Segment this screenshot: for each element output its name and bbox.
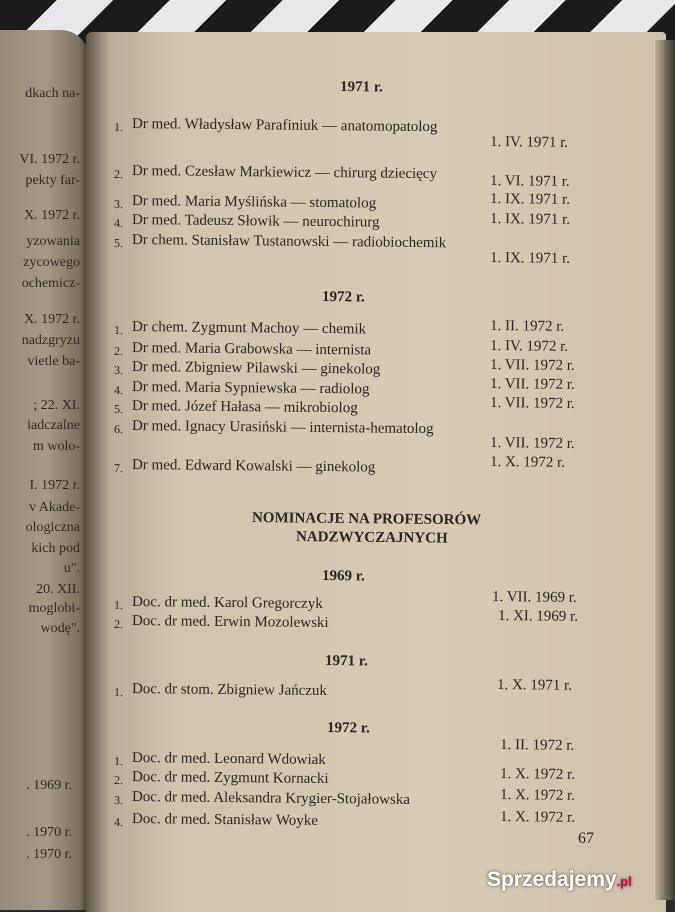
- left-page-line: v Akade-: [29, 500, 80, 515]
- item-date: 1. II. 1972 r.: [489, 318, 565, 335]
- item-date: 1. IX. 1971 r.: [489, 191, 571, 208]
- section-heading: 1972 r.: [321, 289, 365, 306]
- item-number: 3.: [113, 363, 124, 378]
- section-heading: 1971 r.: [324, 653, 368, 670]
- item-number: 4.: [113, 216, 124, 231]
- item-date: 1. X. 1972 r.: [499, 787, 576, 804]
- item-number: 1.: [113, 120, 124, 135]
- left-page-line: . 1969 r.: [26, 778, 72, 793]
- item-name: Dr med. Tadeusz Słowik — neurochirurg: [131, 212, 380, 231]
- item-name: Dr med. Maria Sypniewska — radiolog: [131, 379, 370, 398]
- item-date: 1. IV. 1971 r.: [489, 134, 569, 151]
- page-number: 67: [578, 830, 594, 847]
- item-date: 1. X. 1972 r.: [499, 766, 576, 783]
- item-number: 4.: [113, 383, 124, 398]
- left-page-line: X. 1972 r.: [24, 208, 80, 223]
- left-page-line: ochemicz-: [21, 276, 80, 291]
- left-page-line: u".: [63, 561, 80, 576]
- item-date: 1. II. 1972 r.: [499, 737, 575, 754]
- watermark-text: Sprzedajemy: [487, 868, 617, 891]
- item-date: 1. X. 1972 r.: [499, 809, 576, 826]
- left-page-line: nadzgryzu: [21, 333, 80, 348]
- item-number: 2.: [113, 344, 124, 359]
- left-page-line: . 1970 r.: [26, 847, 72, 862]
- item-name: Dr med. Maria Grabowska — internista: [131, 340, 372, 359]
- nominations-subtitle: NADZWYCZAJNYCH: [295, 529, 448, 547]
- left-page-line: wodę".: [40, 621, 80, 636]
- item-name: Dr med. Zbigniew Pilawski — ginekolog: [131, 359, 381, 378]
- left-page-text: [0, 0, 90, 900]
- item-number: 1.: [113, 598, 124, 613]
- left-page-line: pekty far-: [25, 173, 80, 188]
- item-name: Dr med. Czesław Markiewicz — chirurg dziecięcy: [131, 163, 438, 183]
- page-edge: [655, 40, 675, 900]
- left-page-line: I. 1972 r.: [29, 478, 80, 493]
- item-number: 2.: [113, 167, 124, 182]
- item-date: 1. VII. 1972 r.: [489, 357, 575, 374]
- nominations-title: NOMINACJE NA PROFESORÓW: [251, 510, 482, 529]
- left-page-line: m wolo-: [32, 439, 80, 454]
- left-page-line: kich pod: [31, 541, 80, 556]
- item-date: 1. VII. 1972 r.: [489, 376, 575, 393]
- item-number: 1.: [113, 754, 124, 769]
- item-name: Dr med. Maria Myślińska — stomatolog: [131, 193, 377, 212]
- item-name: Dr med. Ignacy Urasiński — internista-hematolog: [131, 418, 434, 438]
- item-name: Dr chem. Stanisław Tustanowski — radiobiochemik: [131, 232, 447, 252]
- item-number: 2.: [113, 773, 124, 788]
- item-date: 1. IX. 1971 r.: [489, 250, 571, 267]
- left-page-line: VI. 1972 r.: [19, 152, 80, 167]
- left-page-line: X. 1972 r.: [24, 312, 80, 327]
- item-number: 2.: [113, 617, 124, 632]
- item-name: Doc. dr stom. Zbigniew Jańczuk: [131, 681, 328, 700]
- watermark-suffix: .pl: [616, 874, 632, 889]
- item-number: 1.: [113, 685, 124, 700]
- left-page-line: ; 22. XI.: [33, 398, 80, 413]
- left-page-line: moglobi-: [28, 601, 80, 616]
- item-name: Doc. dr med. Karol Gregorczyk: [131, 594, 323, 612]
- left-page-line: vietle ba-: [27, 354, 80, 369]
- item-number: 6.: [113, 422, 124, 437]
- section-heading: 1972 r.: [326, 720, 370, 737]
- item-name: Dr med. Edward Kowalski — ginekolog: [131, 457, 376, 476]
- item-number: 3.: [113, 197, 124, 212]
- item-name: Doc. dr med. Erwin Mozolewski: [131, 613, 329, 632]
- item-date: 1. VII. 1972 r.: [489, 435, 575, 452]
- item-name: Doc. dr med. Leonard Wdowiak: [131, 750, 326, 769]
- item-number: 5.: [113, 402, 124, 417]
- item-name: Doc. dr med. Aleksandra Krygier-Stojałowska: [131, 789, 411, 808]
- watermark-logo: [487, 868, 632, 894]
- item-date: 1. X. 1971 r.: [496, 677, 573, 694]
- left-page-line: iadczalne: [27, 418, 80, 433]
- item-date: 1. X. 1972 r.: [489, 454, 566, 471]
- item-name: Dr med. Józef Hałasa — mikrobiolog: [131, 398, 358, 417]
- left-page-line: yzowania: [26, 234, 80, 249]
- left-page-line: zycowego: [23, 255, 80, 270]
- left-page-line: ologiczna: [25, 520, 80, 535]
- item-date: 1. VI. 1971 r.: [489, 173, 570, 190]
- item-number: 1.: [113, 323, 124, 338]
- left-page-line: 20. XII.: [36, 582, 80, 597]
- item-date: 1. VII. 1969 r.: [491, 589, 577, 606]
- item-name: Doc. dr med. Zygmunt Kornacki: [131, 769, 329, 788]
- left-page-line: . 1970 r.: [26, 825, 72, 840]
- section-heading: 1971 r.: [339, 79, 383, 96]
- item-date: 1. IV. 1972 r.: [489, 338, 569, 355]
- item-name: Doc. dr med. Stanisław Woyke: [131, 811, 319, 829]
- item-name: Dr med. Władysław Parafiniuk — anatomopatolog: [131, 116, 438, 136]
- item-number: 4.: [113, 815, 124, 830]
- item-number: 5.: [113, 236, 124, 251]
- item-date: 1. IX. 1971 r.: [489, 211, 571, 228]
- item-name: Dr chem. Zygmunt Machoy — chemik: [131, 319, 367, 338]
- section-heading: 1969 r.: [321, 568, 365, 585]
- item-date: 1. VII. 1972 r.: [489, 395, 575, 412]
- item-date: 1. XI. 1969 r.: [497, 608, 579, 625]
- left-page-line: dkach na-: [25, 86, 80, 101]
- item-number: 7.: [113, 461, 124, 476]
- item-number: 3.: [113, 793, 124, 808]
